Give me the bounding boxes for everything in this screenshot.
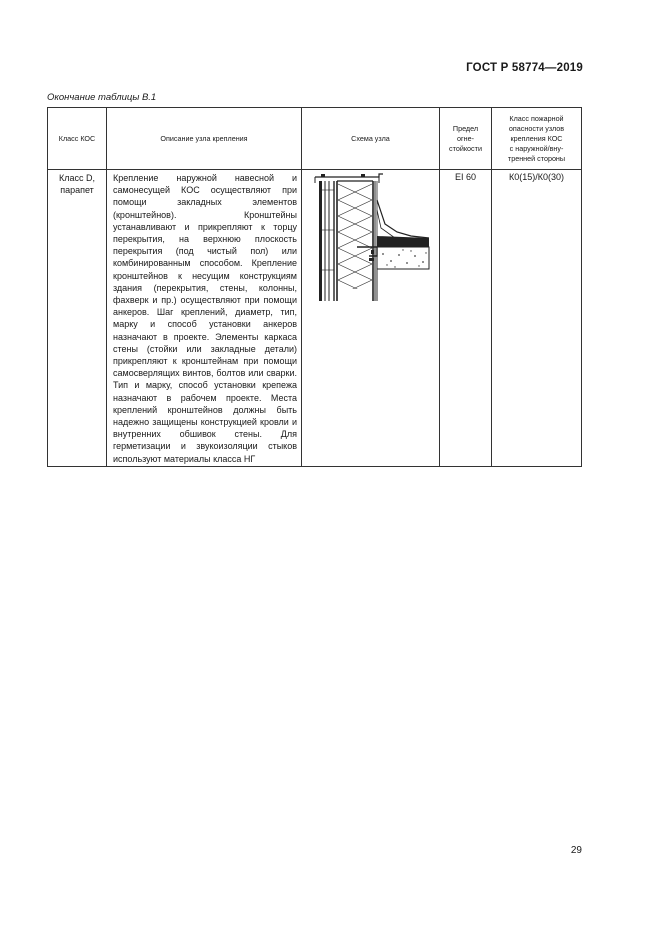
class-line: Класс D, — [59, 173, 95, 183]
fastening-nodes-table — [47, 107, 582, 467]
header-fire-class-line: с наружной/вну- — [509, 143, 564, 153]
page-number: 29 — [570, 845, 582, 856]
header-description: Описание узла крепления — [107, 108, 302, 170]
header-fire-class-line: Класс пожарной — [509, 113, 564, 123]
cell-class — [48, 170, 107, 467]
cell-fire-hazard-class: К0(15)/К0(30) — [492, 170, 582, 467]
table-row — [48, 170, 582, 467]
header-fire-class — [492, 108, 582, 170]
header-limit-line: огне- — [457, 133, 474, 143]
header-limit-line: стойкости — [449, 143, 482, 153]
cell-description: Крепление наружной навесной и самонесущей КОС осуществляют при помощи закладных элементов (кронштейнов). Кронштейны устанавливают и прикрепляют к торцу перекрытия, на верхнюю плоскость перекрытия (под чистый пол) или комбинированным способом. Крепление кронштейнов к несущим конструкциям здания (перекрытия, стены, колонны, фахверк и пр.) осуществляют при помощи анкеров. Шаг креплений, диаметр, тип, марку и способ установки анкеров назначают в проекте. Элементы каркаса стены (стойки или закладные детали) прикрепляют к кронштейнам при помощи самосверлящих винтов, болтов или сварки. Тип и марку, способ установки крепежа назначают в рабочем проекте. Места креплений кронштейнов должны быть надежно защищены конструкцией кровли и внутренних обшивок стены. Для герметизации и звукоизоляции стыков используют материалы класса НГ — [107, 170, 302, 467]
cell-scheme — [302, 170, 440, 467]
table-header-row — [48, 108, 582, 170]
header-fire-class-line: опасности узлов — [508, 123, 565, 133]
header-class: Класс КОС — [48, 108, 107, 170]
table-caption: Окончание таблицы В.1 — [47, 92, 157, 103]
header-scheme: Схема узла — [302, 108, 440, 170]
header-fire-class-line: крепления КОС — [510, 133, 563, 143]
header-limit-line: Предел — [452, 123, 479, 133]
standard-number: ГОСТ Р 58774—2019 — [466, 62, 583, 74]
header-limit — [440, 108, 492, 170]
class-line: парапет — [60, 185, 94, 196]
header-fire-class-line: тренней стороны — [507, 153, 566, 163]
cell-fire-resistance-limit: EI 60 — [440, 170, 492, 467]
parapet-node-drawing-icon — [311, 170, 431, 304]
